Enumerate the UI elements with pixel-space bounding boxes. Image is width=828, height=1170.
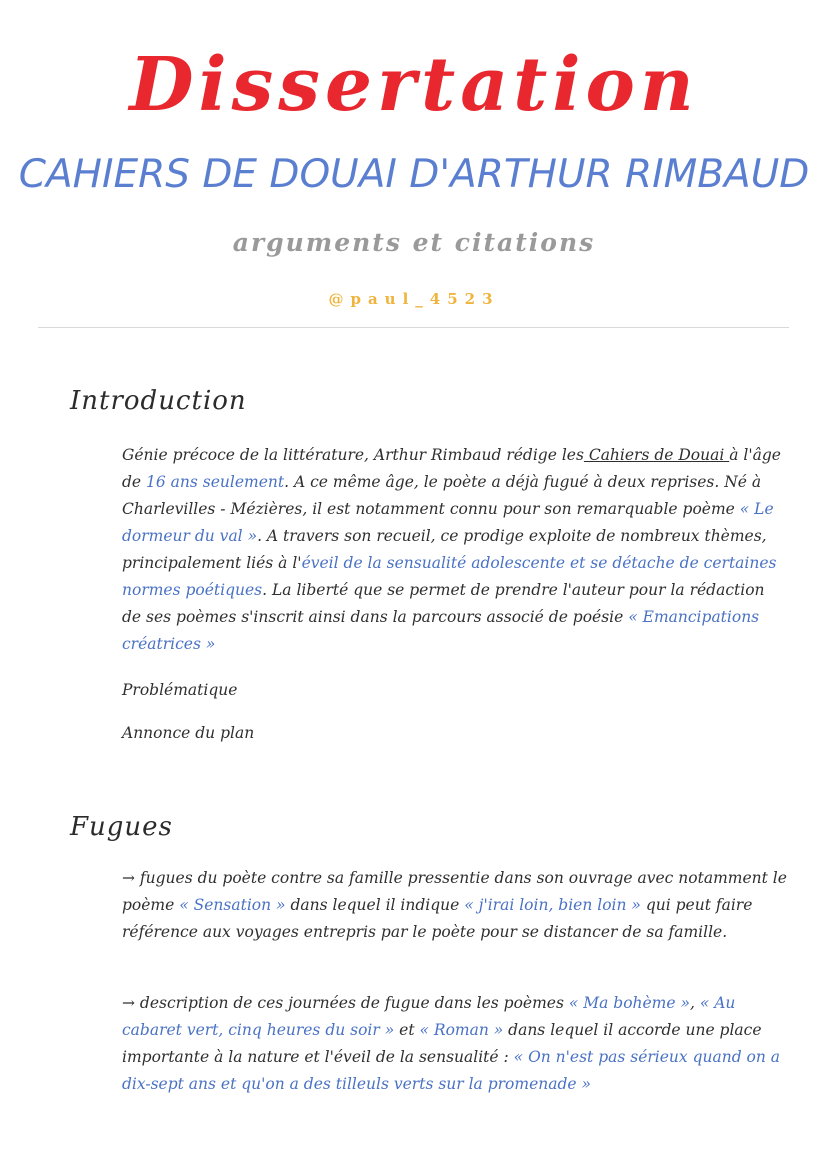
intro-book-title: Cahiers de Douai	[583, 446, 730, 464]
intro-highlight-themes: éveil de la sensualité adolescente et se détache de certaines normes poétiques	[122, 554, 777, 599]
intro-highlight-parcours: « Emancipations créatrices »	[122, 608, 760, 653]
fugues-text: et	[394, 1021, 420, 1039]
section-heading-introduction: Introduction	[70, 386, 247, 416]
author-handle: @paul_4523	[328, 290, 500, 308]
intro-text: Génie précoce de la littérature, Arthur Rimbaud rédige les	[122, 446, 584, 464]
fugues-quote-serieux: « On n'est pas sérieux quand on a dix-sept ans et qu'on a des tilleuls verts sur la promenade »	[122, 1048, 781, 1093]
document-subtitle: CAHIERS DE DOUAI D'ARTHUR RIMBAUD	[18, 152, 810, 197]
fugues-quote-loin: « j'irai loin, bien loin »	[464, 896, 641, 914]
fugues-text: dans lequel il accorde une place importante à la nature et l'éveil de la sensualité :	[122, 1021, 762, 1066]
fugues-quote-cabaret: « Au cabaret vert, cinq heures du soir »	[122, 994, 736, 1039]
intro-highlight-poem: « Le dormeur du val »	[122, 500, 774, 545]
intro-text: . A travers son recueil, ce prodige exploite de nombreux thèmes, principalement liés à l'	[122, 527, 767, 572]
introduction-paragraph	[122, 442, 787, 658]
document-tagline: arguments et citations	[232, 228, 596, 257]
fugues-text: dans lequel il indique	[285, 896, 465, 914]
fugues-text: → fugues du poète contre sa famille pressentie dans son ouvrage avec notamment le poème	[122, 869, 787, 914]
fugues-quote-sensation: « Sensation »	[179, 896, 286, 914]
fugues-quote-boheme: « Ma bohème »	[568, 994, 690, 1012]
header-divider	[38, 327, 789, 328]
fugues-quote-roman: « Roman »	[419, 1021, 504, 1039]
fugues-text: qui peut faire référence aux voyages entrepris par le poète pour se distancer de sa famille.	[122, 896, 753, 941]
intro-text: à l'âge de	[122, 446, 781, 491]
section-heading-fugues: Fugues	[70, 812, 173, 842]
problematique-label: Problématique	[122, 681, 238, 699]
fugues-paragraph-1	[122, 865, 787, 946]
fugues-text: → description de ces journées de fugue dans les poèmes	[122, 994, 569, 1012]
fugues-paragraph-2	[122, 990, 787, 1098]
annonce-plan-label: Annonce du plan	[122, 724, 255, 742]
intro-text: . A ce même âge, le poète a déjà fugué à deux reprises. Né à Charlevilles - Mézières, il est notamment connu pour son remarquable poème	[122, 473, 762, 518]
fugues-text: ,	[689, 994, 700, 1012]
intro-text: . La liberté que se permet de prendre l'auteur pour la rédaction de ses poèmes s'inscrit ainsi dans la parcours associé de poésie	[122, 581, 765, 626]
document-title: Dissertation	[129, 42, 699, 128]
intro-highlight-age: 16 ans seulement	[146, 473, 285, 491]
